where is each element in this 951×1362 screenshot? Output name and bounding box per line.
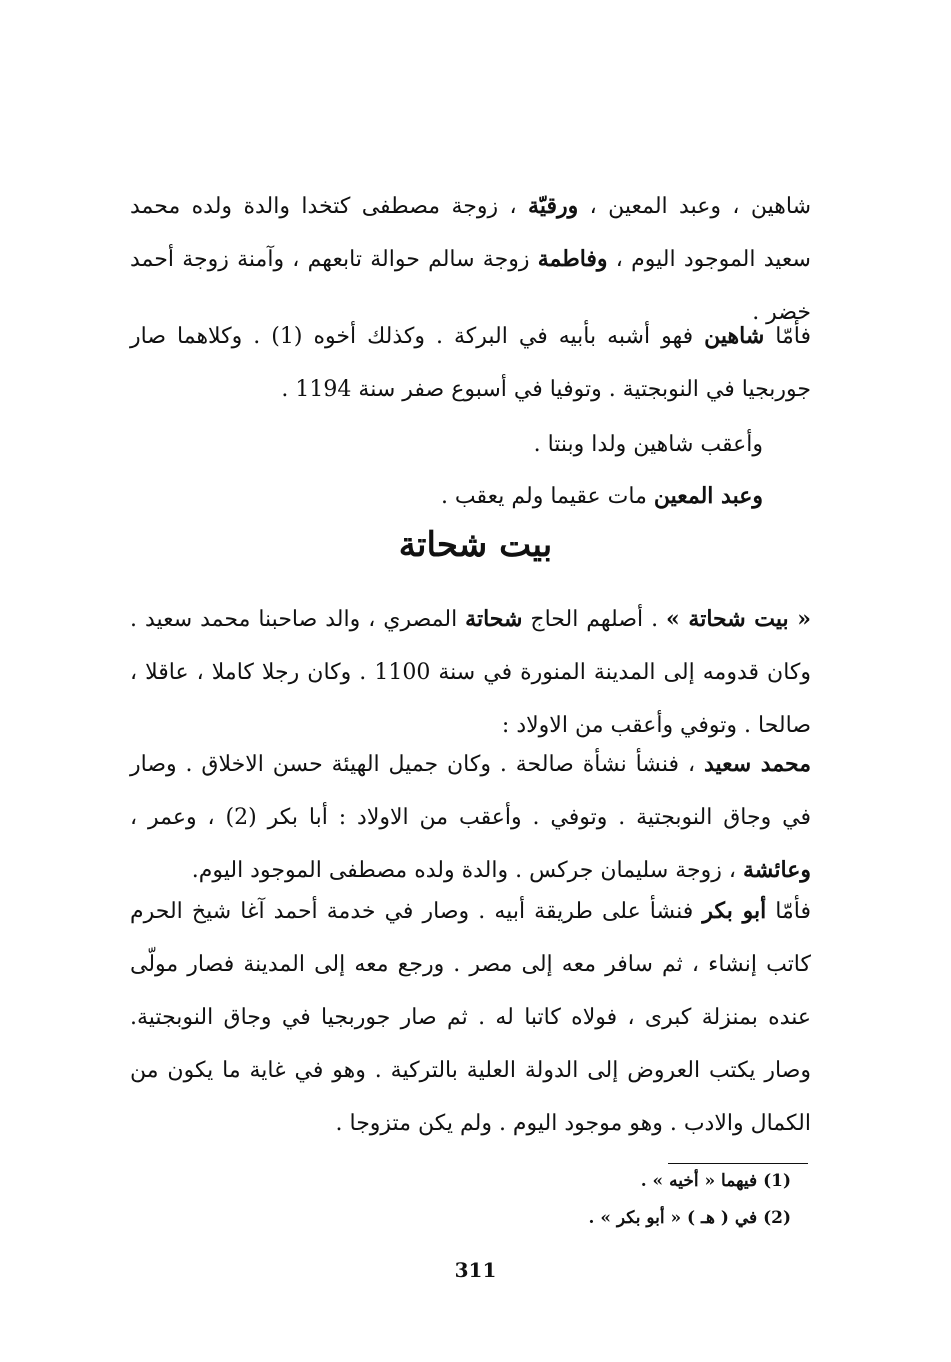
text-run: . أصلهم الحاج [522,607,667,632]
bold-name: « بيت شحاتة » [666,606,812,632]
text-run: شاهين ، وعبد المعين ، [578,194,812,219]
paragraph-5 [130,593,811,752]
bold-name: محمد سعيد [703,751,811,777]
text-run: ، زوجة سليمان جركس . والدة ولده مصطفى الموجود اليوم. [191,858,743,883]
text-run: زوجة سالم حوالة تابعهم ، وآمنة زوجة أحمد خضر . [130,247,811,325]
footnote-number: (1) [763,1171,791,1191]
text-run: ، زوجة مصطفى كتخدا والدة ولده محمد سعيد الموجود اليوم ، [130,194,811,272]
text-run: فنشأ على طريقة أبيه . وصار في خدمة أحمد آغا شيخ الحرم كاتب إنشاء ، ثم سافر معه إلى مصر . ورجع معه إلى المدينة فصار مولّى عنده بمنزلة كبرى ، فولاه كاتبا له . ثم صار جوربجيا في وجاق النوبجتية. وصار يكتب العروض إلى الدولة العلية بالتركية . وهو في غاية ما يكون من الكمال والادب . وهو موجود اليوم . ولم يكن متزوجا . [130,899,811,1136]
bold-name: شاهين [704,323,765,349]
text-run: مات عقيما ولم يعقب . [440,484,654,509]
bold-name: وفاطمة [537,246,608,272]
footnote-text: فيهما « أخيه » . [640,1171,758,1191]
paragraph-2 [130,310,811,416]
paragraph-4 [130,470,811,523]
text-run: وأعقب شاهين ولدا وبنتا . [533,432,763,457]
text-run: فأمّا [764,324,812,349]
paragraph-6 [130,738,811,897]
bold-name: وعبد المعين [653,483,763,509]
text-run: ، فنشأ نشأة صالحة . وكان جميل الهيئة حسن الاخلاق . وصار في وجاق النوبجتية . وتوفي . وأعقب من الاولاد : أبا بكر (2) ، وعمر ، [130,752,811,830]
text-run: فأمّا [766,899,812,924]
section-heading: بيت شحاتة [398,525,553,565]
page-number: 311 [454,1258,497,1282]
footnote-number: (2) [763,1208,791,1228]
bold-name: شحاتة [465,606,523,632]
footnote-1 [641,1171,791,1191]
bold-name: ورقيّة [528,193,579,219]
text-run: فهو أشبه بأبيه في البركة . وكذلك أخوه (1) . وكلاهما صار جوربجيا في النوبجتية . وتوفيا في أسبوع صفر سنة 1194 . [130,324,811,402]
paragraph-7 [130,885,811,1150]
footnote-divider [668,1163,808,1164]
footnote-2 [589,1208,791,1228]
bold-name: أبو بكر [702,898,767,924]
paragraph-3 [130,418,811,471]
footnote-text: في ( هـ ) « أبو بكر » . [588,1208,758,1228]
text-run: المصري ، والد صاحبنا محمد سعيد . وكان قدومه إلى المدينة المنورة في سنة 1100 . وكان رجلا كاملا ، عاقلا ، صالحا . وتوفي وأعقب من الاولاد : [130,607,812,738]
bold-name: وعائشة [743,857,811,883]
